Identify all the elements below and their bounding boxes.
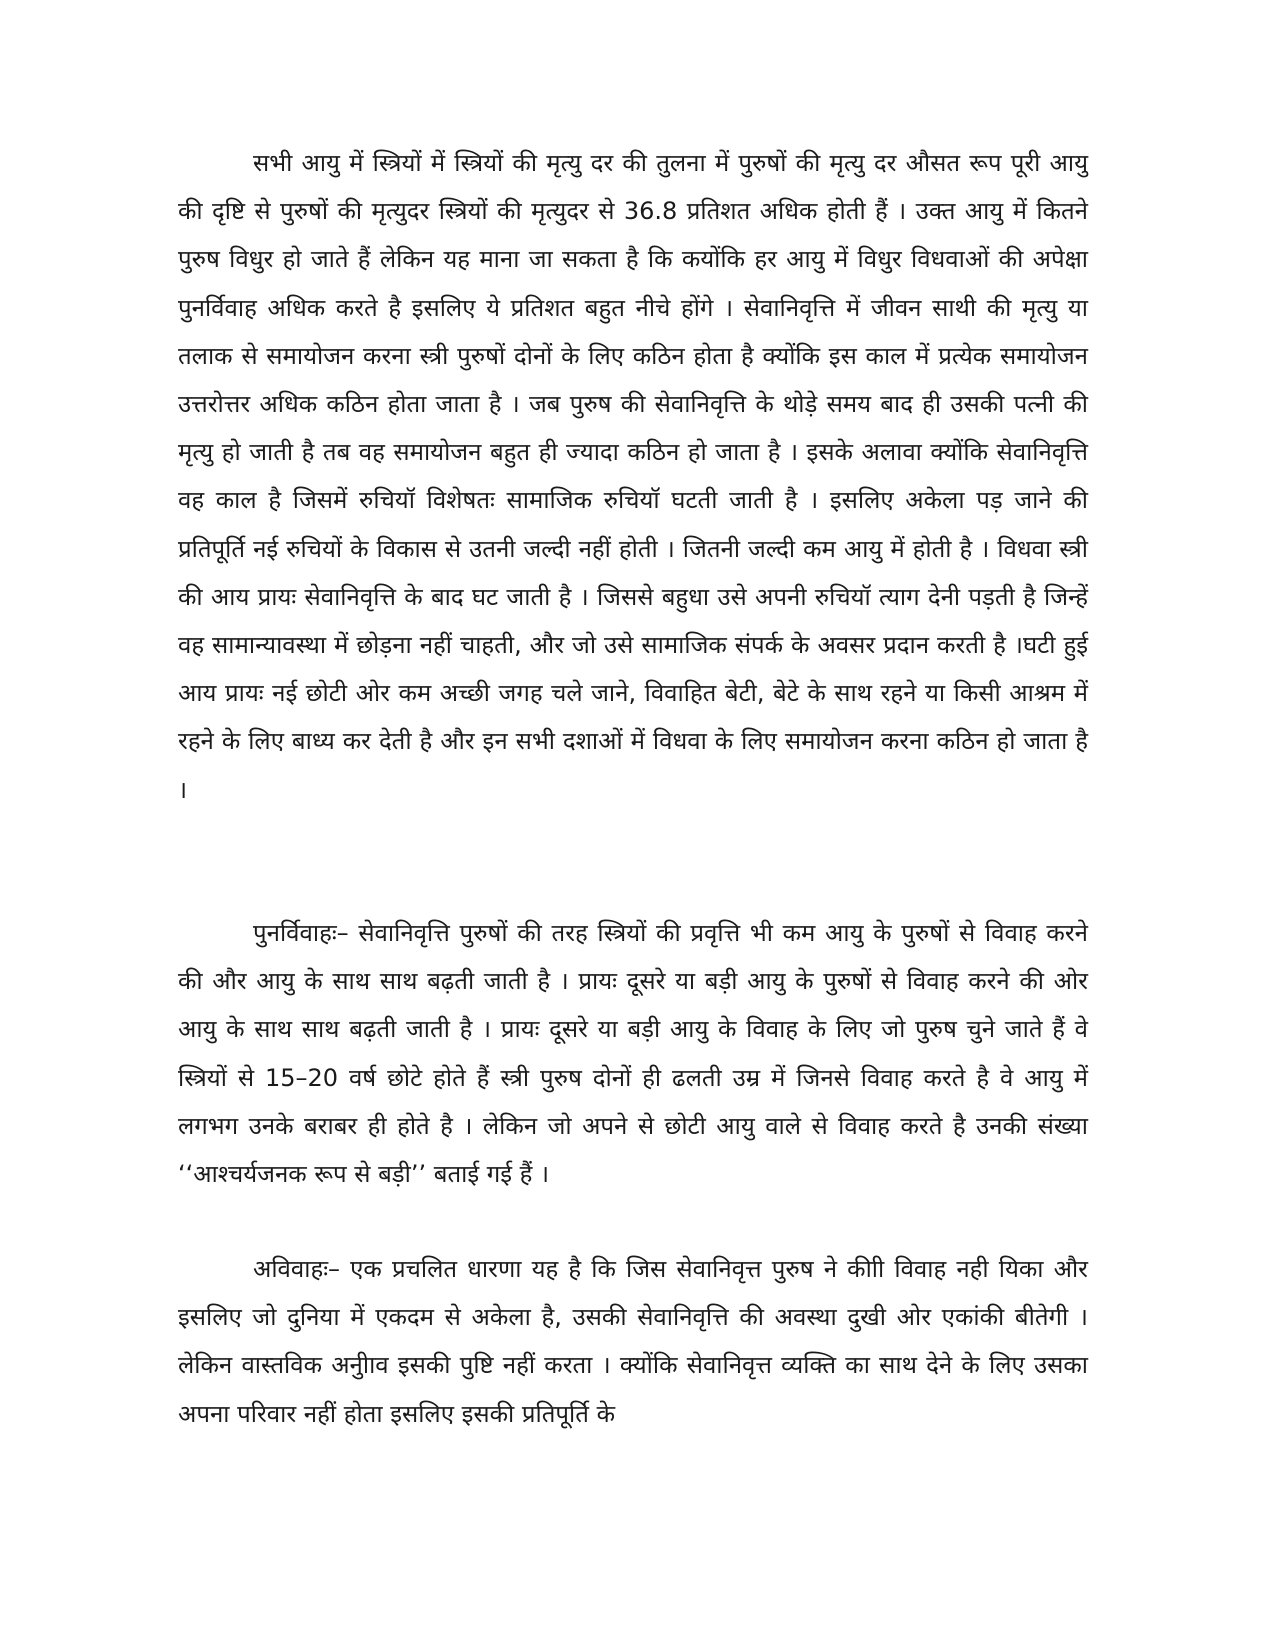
paragraph-text: सभी आयु में स्त्रियों में स्त्रियों की मृत्यु दर की तुलना में पुरुषों की मृत्यु दर औसत रूप पूरी आयु की दृष्टि से पुरुषों की मृत्युदर स्त्रियों की मृत्युदर से 36.8 प्रतिशत अधिक होती हैं । उक्त आयु में कितने पुरुष विधुर हो जाते हैं लेकिन यह माना जा सकता है कि कयोंकि हर आयु में विधुर विधवाओं की अपेक्षा पुनर्विवाह अधिक करते है इसलिए ये प्रतिशत बहुत नीचे होंगे । सेवानिवृत्ति में जीवन साथी की मृत्यु या तलाक से समायोजन करना स्त्री पुरुषों दोनों के लिए कठिन होता है क्योंकि इस काल में प्रत्येक समायोजन उत्तरोत्तर अधिक कठिन होता जाता है । जब पुरुष की सेवानिवृत्ति के थोड़े समय बाद ही उसकी पत्नी की मृत्यु हो जाती है तब वह समायोजन बहुत ही ज्यादा कठिन हो जाता है । इसके अलावा क्योंकि सेवानिवृत्ति वह काल है जिसमें रुचियॉ विशेषतः सामाजिक रुचियॉ घटती जाती है । इसलिए अकेला पड़ जाने की प्रतिपूर्ति नई रुचियों के विकास से उतनी जल्दी नहीं होती । जितनी जल्दी कम आयु में होती है । विधवा स्त्री की आय प्रायः सेवानिवृत्ति के बाद घट जाती है । जिससे बहुधा उसे अपनी रुचियॉ त्याग देनी पड़ती है जिन्हें वह सामान्यावस्था में छोड़ना नहीं चाहती, और जो उसे सामाजिक संपर्क के अवसर प्रदान करती है ।घटी हुई आय प्रायः नई छोटी ओर कम अच्छी जगह चले जाने, विवाहित बेटी, बेटे के साथ रहने या किसी आश्रम में रहने के लिए बाध्य कर देती है और इन सभी दशाओं में विधवा के लिए समायोजन करना कठिन हो जाता है । xyxy=(178,149,1088,804)
paragraph-remarriage xyxy=(178,909,1088,1198)
paragraph-text: अविवाहः– एक प्रचलित धारणा यह है कि जिस सेवानिवृत्त पुरुष ने कीाी विवाह नही यिका और इसलिए जो दुनिया में एकदम से अकेला है, उसकी सेवानिवृत्ति की अवस्था दुखी ओर एकांकी बीतेगी । लेकिन वास्तविक अनुीाव इसकी पुष्टि नहीं करता । क्योंकि सेवानिवृत्त व्यक्ति का साथ देने के लिए उसका अपना परिवार नहीं होता इसलिए इसकी प्रतिपूर्ति के xyxy=(178,1255,1088,1428)
paragraph-text: पुनर्विवाहः– सेवानिवृत्ति पुरुषों की तरह स्त्रियों की प्रवृत्ति भी कम आयु के पुरुषों से विवाह करने की और आयु के साथ साथ बढ़ती जाती है । प्रायः दूसरे या बड़ी आयु के पुरुषों से विवाह करने की ओर आयु के साथ साथ बढ़ती जाती है । प्रायः दूसरे या बड़ी आयु के विवाह के लिए जो पुरुष चुने जाते हैं वे स्त्रियों से 15–20 वर्ष छोटे होते हैं स्त्री पुरुष दोनों ही ढलती उम्र में जिनसे विवाह करते है वे आयु में लगभग उनके बराबर ही होते है । लेकिन जो अपने से छोटी आयु वाले से विवाह करते है उनकी संख्या ‘‘आश्चर्यजनक रूप से बड़ी’’ बताई गई हैं । xyxy=(178,919,1088,1189)
paragraph-widowhood xyxy=(178,139,1088,814)
paragraph-unmarried xyxy=(178,1245,1088,1438)
